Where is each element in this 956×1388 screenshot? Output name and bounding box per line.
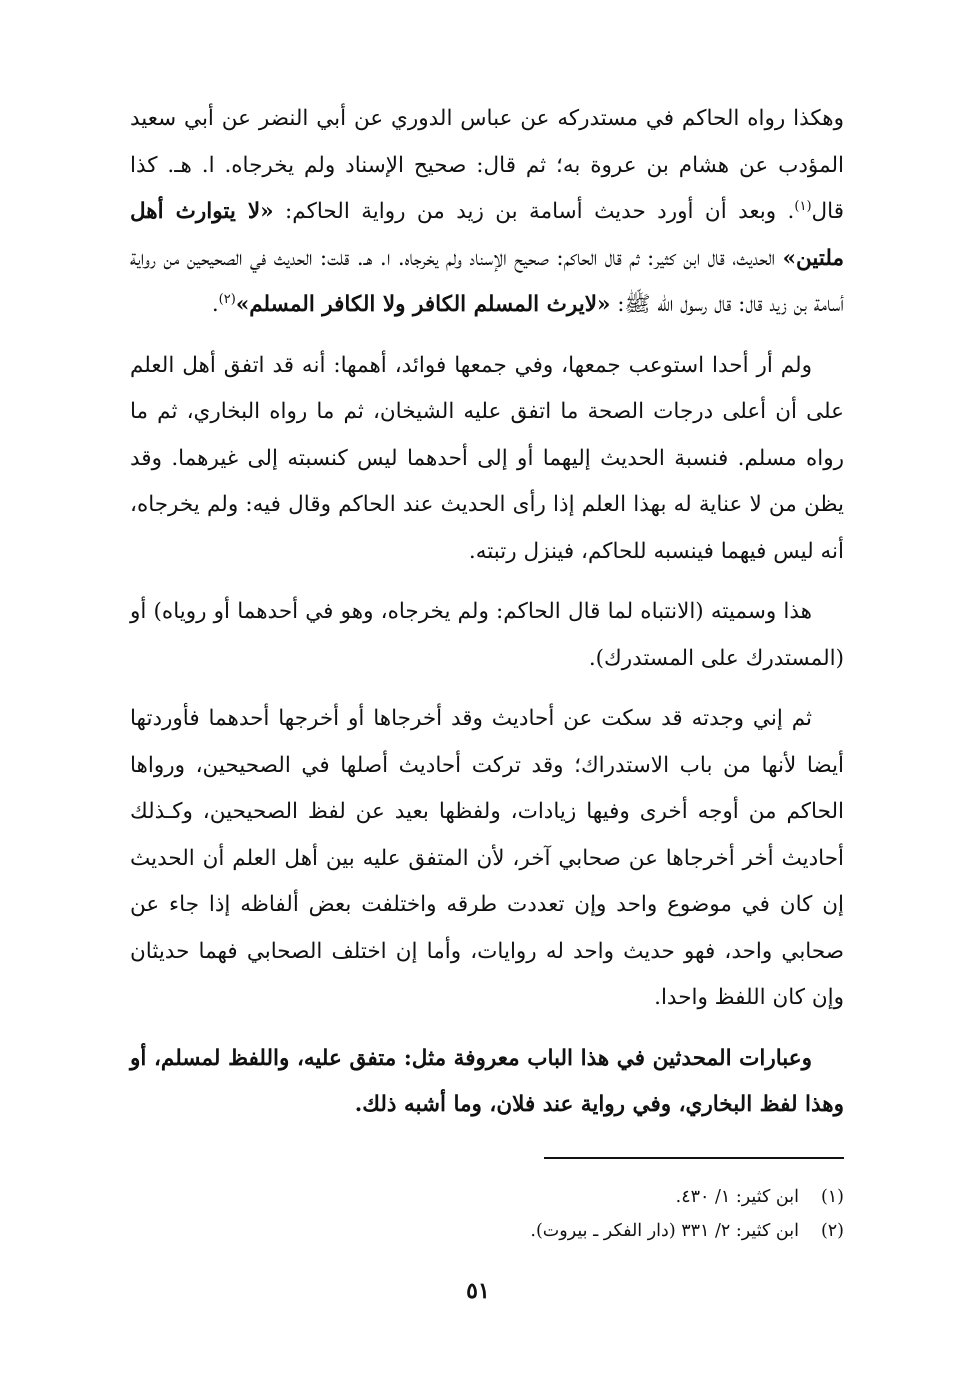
footnote-ref-1: (١) (794, 198, 812, 214)
paragraph-1-text-b: . وبعد أن أورد حديث أسامة بن زيد من رواية الحاكم: (273, 199, 795, 224)
paragraph-1-text-c: الحديث، قال ابن كثير: ثم قال الحاكم: صحيح الإسناد ولم يخرجاه. ا. هـ. قلت: الحديث في الصحيحين من رواية أسامة بن زيد قال: قال رسول الله ﷺ: (130, 245, 844, 317)
footnote-separator (544, 1157, 844, 1159)
footnotes (130, 1180, 844, 1248)
paragraph-1-end: . (211, 292, 219, 317)
footnote-2 (130, 1214, 844, 1248)
footnote-1 (130, 1180, 844, 1214)
paragraph-1 (130, 96, 844, 329)
hadith-quote-1: «لا يتوارث أهل ملتين» (130, 199, 844, 271)
paragraph-2: ولم أر أحدا استوعب جمعها، وفي جمعها فوائد، أهمها: أنه قد اتفق أهل العلم على أن أعلى درجات الصحة ما اتفق عليه الشيخان، ثم ما رواه البخاري، ثم ما رواه مسلم. فنسبة الحديث إليهما أو إلى أحدهما ليس كنسبته إلى غيرهما. وقد يظن من لا عناية له بهذا العلم إذا رأى الحديث عند الحاكم وقال فيه: ولم يخرجاه، أنه ليس فيهما فينسبه للحاكم، فينزل رتبته. (130, 352, 844, 564)
footnote-text: ابن كثير: ٢/ ٣٣١ (دار الفكر ـ بيروت). (530, 1221, 799, 1241)
paragraph-1-text-a: وهكذا رواه الحاكم في مستدركه عن عباس الدوري عن أبي النضر عن أبي سعيد المؤدب عن هشام بن عروة به؛ ثم قال: صحيح الإسناد ولم يخرجاه. ا. هـ. كذا قال (130, 106, 844, 224)
paragraph-4: ثم إني وجدته قد سكت عن أحاديث وقد أخرجاها أو أخرجها أحدهما فأوردتها أيضا لأنها من باب الاستدراك؛ وقد تركت أحاديث أصلها في الصحيحين، ورواها الحاكم من أوجه أخرى وفيها زيادات، ولفظها بعيد عن لفظ الصحيحين، وكـذلك أحاديث أخر أخرجاها عن صحابي آخر، لأن المتفق عليه بين أهل العلم أن الحديث إن كان في موضوع واحد وإن تعددت طرقه واختلفت بعض ألفاظه إذا جاء عن صحابي واحد، فهو حديث واحد له روايات، وأما إن اختلف الصحابي فهما حديثان وإن كان اللفظ واحدا. (130, 706, 844, 1010)
footnote-number: (١) (820, 1187, 844, 1207)
footnote-text: ابن كثير: ١/ ٤٣٠. (675, 1187, 799, 1207)
footnote-ref-2: (٢) (218, 291, 236, 307)
paragraph-5: وعبارات المحدثين في هذا الباب معروفة مثل: متفق عليه، واللفظ لمسلم، أو وهذا لفظ البخاري، وفي رواية عند فلان، وما أشبه ذلك. (130, 1045, 844, 1117)
paragraph-3: هذا وسميته (الانتباه لما قال الحاكم: ولم يخرجاه، وهو في أحدهما أو روياه) أو (المستدرك على المستدرك). (130, 599, 844, 671)
page-number: ٥١ (466, 1278, 490, 1304)
hadith-quote-2: «لايرث المسلم الكافر ولا الكافر المسلم» (235, 292, 611, 317)
footnote-number: (٢) (820, 1221, 844, 1241)
main-text (130, 96, 844, 1143)
